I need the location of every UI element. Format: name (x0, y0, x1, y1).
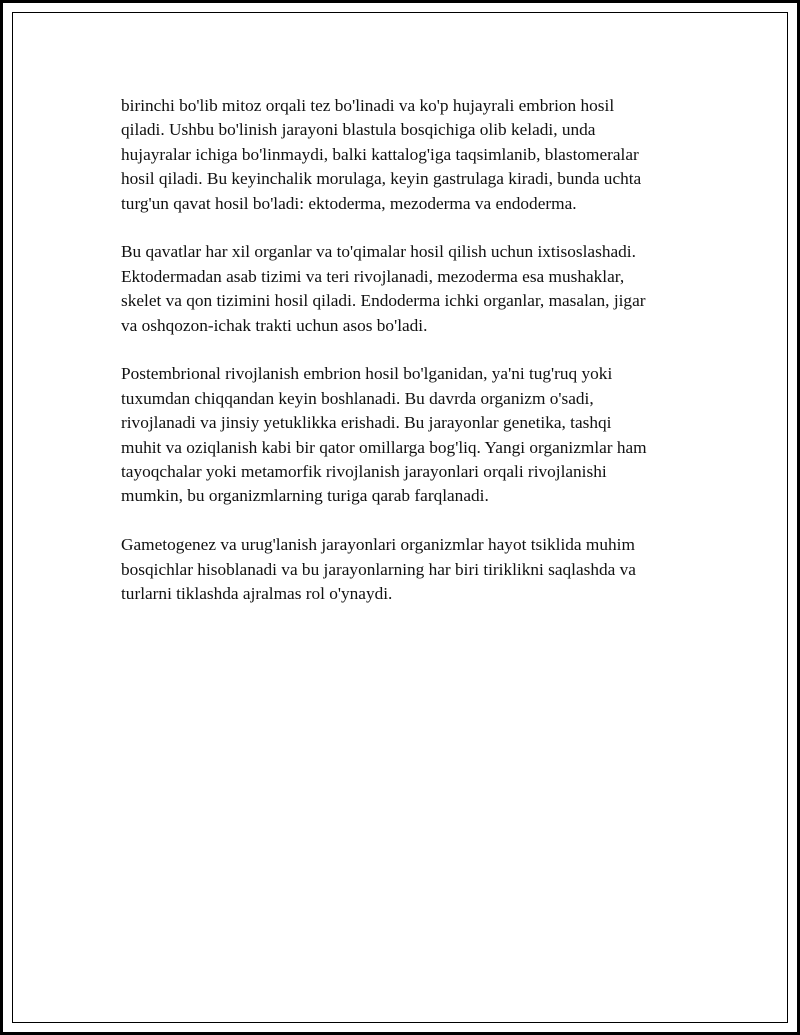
paragraph-conclusion (121, 533, 696, 606)
text-line: muhit va oziqlanish kabi bir qator omillarga bog'liq. Yangi organizmlar ham (121, 437, 647, 457)
paragraph-germ-layers (121, 240, 696, 338)
text-line: hosil qiladi. Bu keyinchalik morulaga, keyin gastrulaga kiradi, bunda uchta (121, 169, 642, 189)
text-line: tayoqchalar yoki metamorfik rivojlanish jarayonlari orqali rivojlanishi (121, 462, 607, 482)
text-line: Bu qavatlar har xil organlar va to'qimalar hosil qilish uchun ixtisoslashadi. (121, 242, 636, 262)
text-line: Gametogenez va urug'lanish jarayonlari organizmlar hayot tsiklida muhim (121, 535, 635, 555)
text-line: mumkin, bu organizmlarning turiga qarab farqlanadi. (121, 486, 489, 506)
text-line: turg'un qavat hosil bo'ladi: ektoderma, mezoderma va endoderma. (121, 193, 577, 213)
text-line: qiladi. Ushbu bo'linish jarayoni blastula bosqichiga olib keladi, unda (121, 120, 596, 140)
text-line: skelet va qon tizimini hosil qiladi. Endoderma ichki organlar, masalan, jigar (121, 291, 646, 311)
text-line: rivojlanadi va jinsiy yetuklikka erishadi. Bu jarayonlar genetika, tashqi (121, 413, 612, 433)
text-line: Ektodermadan asab tizimi va teri rivojlanadi, mezoderma esa mushaklar, (121, 266, 625, 286)
text-line: turlarni tiklashda ajralmas rol o'ynaydi. (121, 584, 393, 604)
text-line: va oshqozon-ichak trakti uchun asos bo'ladi. (121, 315, 428, 335)
text-line: bosqichlar hisoblanadi va bu jarayonlarning har biri tiriklikni saqlashda va (121, 559, 636, 579)
paragraph-postembryonic-development (121, 362, 696, 508)
text-line: birinchi bo'lib mitoz orqali tez bo'linadi va ko'p hujayrali embrion hosil (121, 96, 615, 115)
text-line: hujayralar ichiga bo'linmaydi, balki kattalog'iga taqsimlanib, blastomeralar (121, 144, 639, 164)
paragraph-embryonic-cleavage (121, 94, 696, 216)
text-line: Postembrional rivojlanish embrion hosil bo'lganidan, ya'ni tug'ruq yoki (121, 364, 613, 384)
text-line: tuxumdan chiqqandan keyin boshlanadi. Bu davrda organizm o'sadi, (121, 388, 594, 408)
document-body (121, 94, 696, 631)
